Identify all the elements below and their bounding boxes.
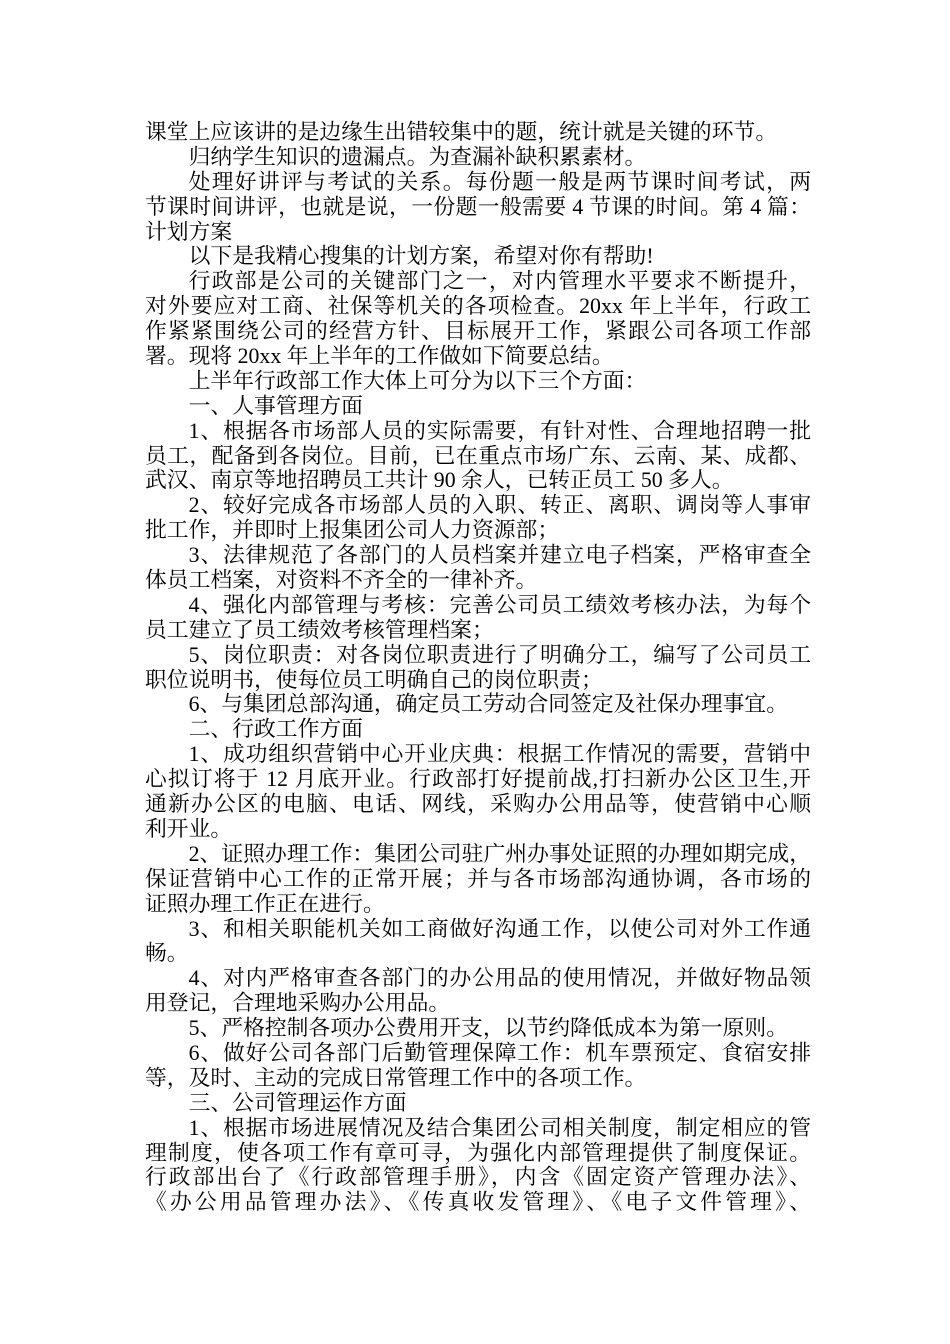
text-line: 以下是我精心搜集的计划方案，希望对你有帮助! [188, 244, 654, 269]
text-line: 归纳学生知识的遗漏点。为查漏补缺积累素材。 [188, 144, 647, 169]
text-line: 员工，配备到各岗位。目前，已在重点市场广东、云南、某、成都、 [145, 443, 811, 468]
text-line: 6、做好公司各部门后勤管理保障工作：机车票预定、食宿安排 [188, 1040, 811, 1065]
text-line: 畅。 [145, 941, 189, 966]
text-line: 1、成功组织营销中心开业庆典：根据工作情况的需要，营销中 [188, 742, 811, 767]
text-line: 作紧紧围绕公司的经营方针、目标展开工作，紧跟公司各项工作部 [145, 319, 811, 344]
text-line: 5、严格控制各项办公费用开支，以节约降低成本为第一原则。 [188, 1016, 789, 1041]
text-line: 3、法律规范了各部门的人员档案并建立电子档案，严格审查全 [188, 543, 811, 568]
text-line: 对外要应对工商、社保等机关的各项检查。20xx 年上半年，行政工 [145, 294, 811, 319]
text-line: 3、和相关职能机关如工商做好沟通工作，以使公司对外工作通 [188, 916, 811, 941]
text-line: 三、公司管理运作方面 [188, 1090, 407, 1115]
text-line: 理制度，使各项工作有章可寻，为强化内部管理提供了制度保证。 [145, 1140, 811, 1165]
text-line: 署。现将 20xx 年上半年的工作做如下简要总结。 [145, 344, 614, 369]
text-line: 4、强化内部管理与考核：完善公司员工绩效考核办法，为每个 [188, 592, 811, 617]
text-line: 上半年行政部工作大体上可分为以下三个方面： [188, 368, 647, 393]
text-line: 心拟订将于 12 月底开业。行政部打好提前战,打扫新办公区卫生,开 [145, 767, 811, 792]
text-line: 节课时间讲评，也就是说，一份题一般需要 4 节课的时间。第 4 篇： [145, 194, 811, 219]
text-line: 行政部出台了《行政部管理手册》，内含《固定资产管理办法》、 [145, 1165, 811, 1190]
document-page [145, 120, 811, 1215]
text-line: 用登记，合理地采购办公用品。 [145, 991, 451, 1016]
text-line: 2、较好完成各市场部人员的入职、转正、离职、调岗等人事审 [188, 493, 811, 518]
text-line: 1、根据各市场部人员的实际需要，有针对性、合理地招聘一批 [188, 418, 811, 443]
text-line: 保证营销中心工作的正常开展；并与各市场部沟通协调，各市场的 [145, 866, 811, 891]
text-line: 计划方案 [145, 219, 233, 244]
text-line: 武汉、南京等地招聘员工共计 90 余人，已转正员工 50 多人。 [145, 468, 734, 493]
text-line: 行政部是公司的关键部门之一，对内管理水平要求不断提升， [188, 269, 811, 294]
text-line: 利开业。 [145, 816, 233, 841]
text-line: 1、根据市场进展情况及结合集团公司相关制度，制定相应的管 [188, 1115, 811, 1140]
text-line: 证照办理工作正在进行。 [145, 891, 385, 916]
text-line: 二、行政工作方面 [188, 717, 363, 742]
text-line: 通新办公区的电脑、电话、网线，采购办公用品等，使营销中心顺 [145, 792, 811, 817]
text-line: 课堂上应该讲的是边缘生出错较集中的题，统计就是关键的环节。 [145, 120, 778, 144]
text-line: 员工建立了员工绩效考核管理档案； [145, 617, 494, 642]
text-line: 职位说明书，使每位员工明确自己的岗位职责； [145, 667, 603, 692]
text-line: 6、与集团总部沟通，确定员工劳动合同签定及社保办理事宜。 [188, 692, 789, 717]
text-line: 批工作，并即时上报集团公司人力资源部； [145, 518, 560, 543]
text-line: 等，及时、主动的完成日常管理工作中的各项工作。 [145, 1065, 647, 1090]
text-line: 体员工档案，对资料不齐全的一律补齐。 [145, 568, 538, 593]
text-line: 5、岗位职责：对各岗位职责进行了明确分工，编写了公司员工 [188, 642, 811, 667]
text-line: 处理好讲评与考试的关系。每份题一般是两节课时间考试，两 [188, 169, 811, 194]
text-line: 一、人事管理方面 [188, 393, 363, 418]
text-line: 2、证照办理工作：集团公司驻广州办事处证照的办理如期完成， [188, 841, 811, 866]
text-line: 《办公用品管理办法》、《传真收发管理》、《电子文件管理》、 [145, 1190, 811, 1215]
text-line: 4、对内严格审查各部门的办公用品的使用情况，并做好物品领 [188, 966, 811, 991]
